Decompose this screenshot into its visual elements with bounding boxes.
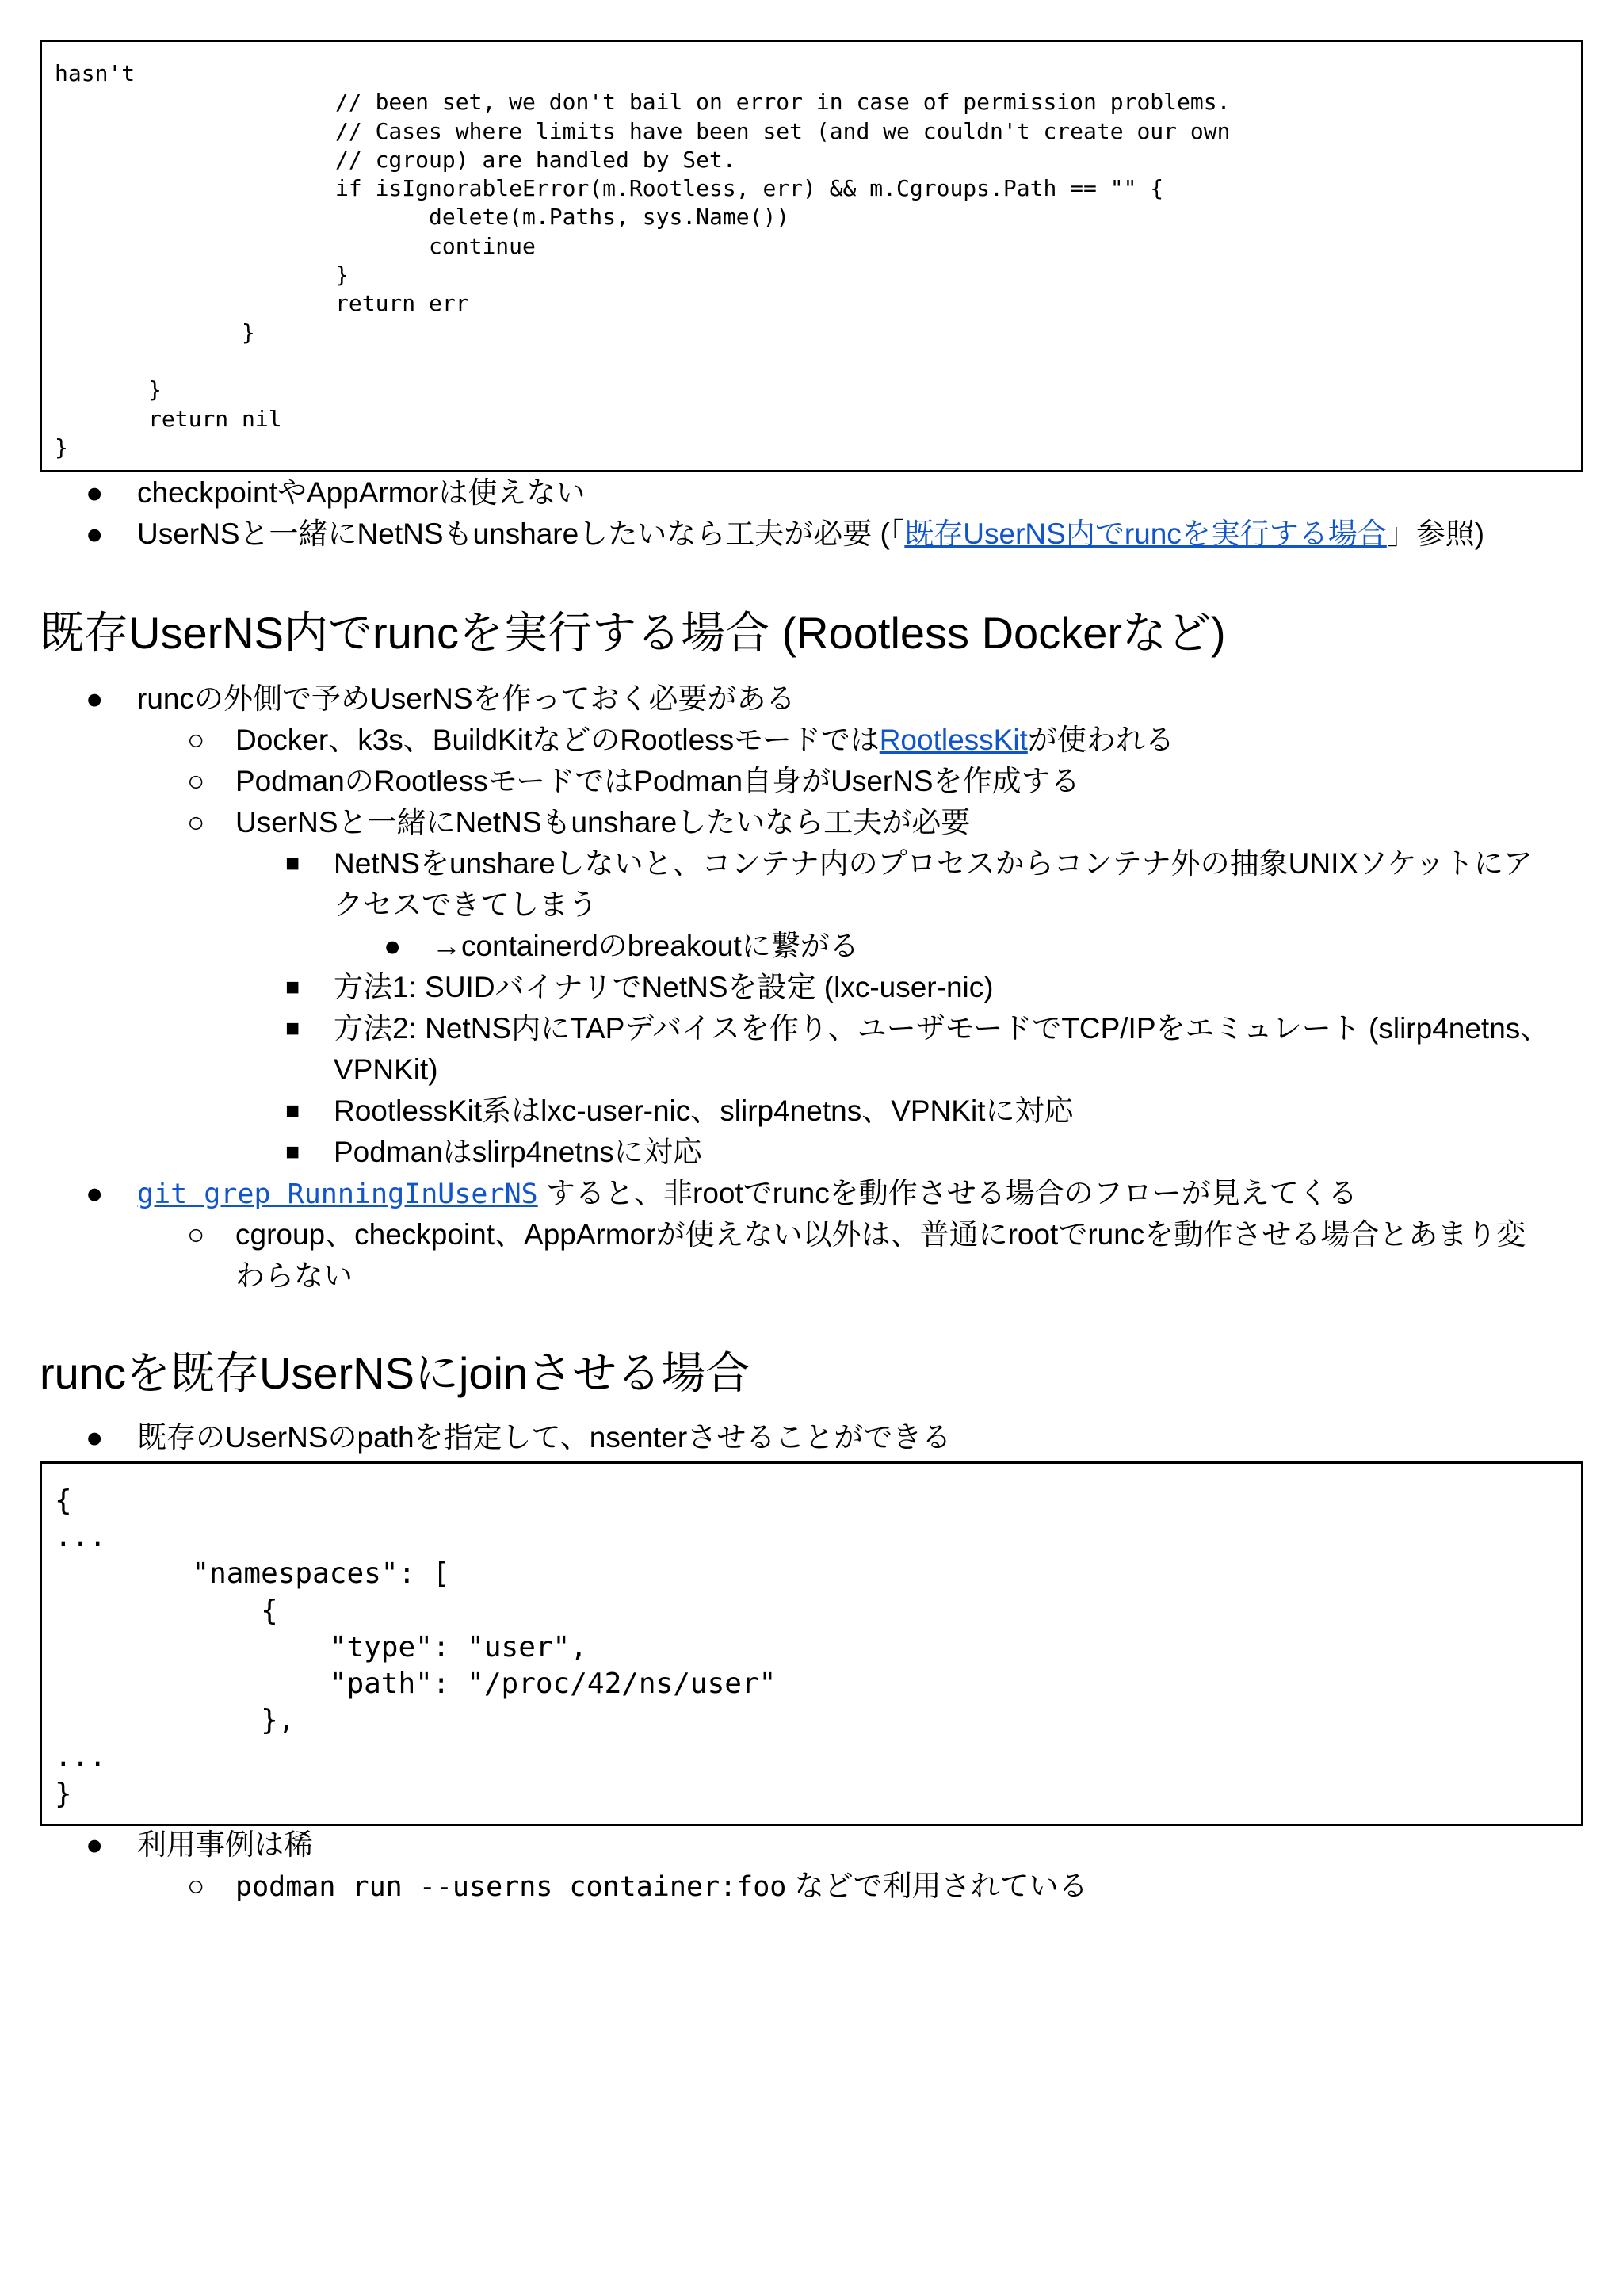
code-text: { ... "namespaces": [ { "type": "user", "path": "/proc/42/ns/user" }, ... } [55,1484,777,1810]
list-item: 方法2: NetNS内にTAPデバイスを作り、ユーザモードでTCP/IPをエミュレート (slirp4netns、 [334,1012,1550,1045]
bullet-circle: ○ [187,1870,205,1902]
list-item-netns [137,514,1484,555]
bullet-disc: ● [384,930,402,962]
bullet-circle: ○ [187,765,205,797]
bullet-disc: ● [86,682,104,715]
bullet-disc: ● [86,476,104,509]
bullet-disc: ● [86,518,104,550]
list-item-text: などで利用されている [786,1870,1088,1902]
bullet-circle: ○ [187,806,205,839]
bullet-square: ■ [285,1098,300,1124]
list-item: runcの外側で予めUserNSを作っておく必要がある [137,682,796,715]
list-item [235,720,1174,761]
list-item-text: が使われる [1027,724,1174,756]
list-item: NetNSをunshareしないと、コンテナ内のプロセスからコンテナ外の抽象UNIXソケットにア [334,847,1533,880]
list-item [137,1173,1358,1215]
list-item: cgroup、checkpoint、AppArmorが使えない以外は、普通にrootでruncを動作させる場合とあまり変 [235,1218,1526,1251]
list-item: RootlessKit系はlxc-user-nic、slirp4netns、VPNKitに対応 [334,1095,1074,1127]
bullet-square: ■ [285,974,300,1000]
list-item: Podmanはslirp4netnsに対応 [334,1136,702,1168]
bullet-square: ■ [285,850,300,877]
list-item: →containerdのbreakoutに繋がる [432,930,859,962]
link-existing-userns[interactable]: 既存UserNS内でruncを実行する場合 [904,518,1387,550]
list-item: UserNSと一緒にNetNSもunshareしたいなら工夫が必要 [235,806,971,839]
list-item: 利用事例は稀 [137,1828,313,1861]
list-item-text: UserNSと一緒にNetNSもunshareしたいなら工夫が必要 (「 [137,518,905,550]
bullet-circle: ○ [187,724,205,756]
code-text: hasn't // been set, we don't bail on error in case of permission problems. // Cases where limits have been set (and we couldn't create our own // cgroup) are handled by Set. if isIgnorableError(m.Rootless, err) && m.Cgroups.Path == "" { delete(m.Paths, sys.Name()) continue } return err } } return nil } [55,60,1231,460]
list-item-text: Docker、k3s、BuildKitなどのRootlessモードでは [235,724,880,756]
list-item-continuation: わらない [235,1259,353,1292]
list-item: 既存のUserNSのpathを指定して、nsenterさせることができる [137,1421,952,1454]
list-item-continuation: VPNKit) [334,1053,438,1086]
link-git-grep[interactable]: git grep RunningInUserNS [137,1179,538,1210]
bullet-disc: ● [86,1828,104,1861]
bullet-circle: ○ [187,1218,205,1251]
code-block-namespaces [40,1461,1583,1826]
list-item [235,1866,1088,1908]
list-item: 方法1: SUIDバイナリでNetNSを設定 (lxc-user-nic) [334,971,994,1003]
inline-code: podman run --userns container:foo [235,1871,787,1903]
list-item-continuation: クセスできてしまう [334,888,598,921]
heading-join-userns: runcを既存UserNSにjoinさせる場合 [40,1348,750,1398]
list-item-text: 」参照) [1386,518,1485,550]
bullet-square: ■ [285,1015,300,1041]
code-block-cgroup [40,40,1583,472]
bullet-disc: ● [86,1177,104,1209]
heading-existing-userns: 既存UserNS内でruncを実行する場合 (Rootless Dockerなど) [40,608,1226,658]
link-rootlesskit[interactable]: RootlessKit [879,724,1028,756]
bullet-square: ■ [285,1139,300,1165]
list-item-text: すると、非rootでruncを動作させる場合のフローが見えてくる [537,1177,1358,1209]
bullet-disc: ● [86,1421,104,1454]
list-item-checkpoint: checkpointやAppArmorは使えない [137,476,586,509]
list-item: PodmanのRootlessモードではPodman自身がUserNSを作成する [235,765,1080,797]
